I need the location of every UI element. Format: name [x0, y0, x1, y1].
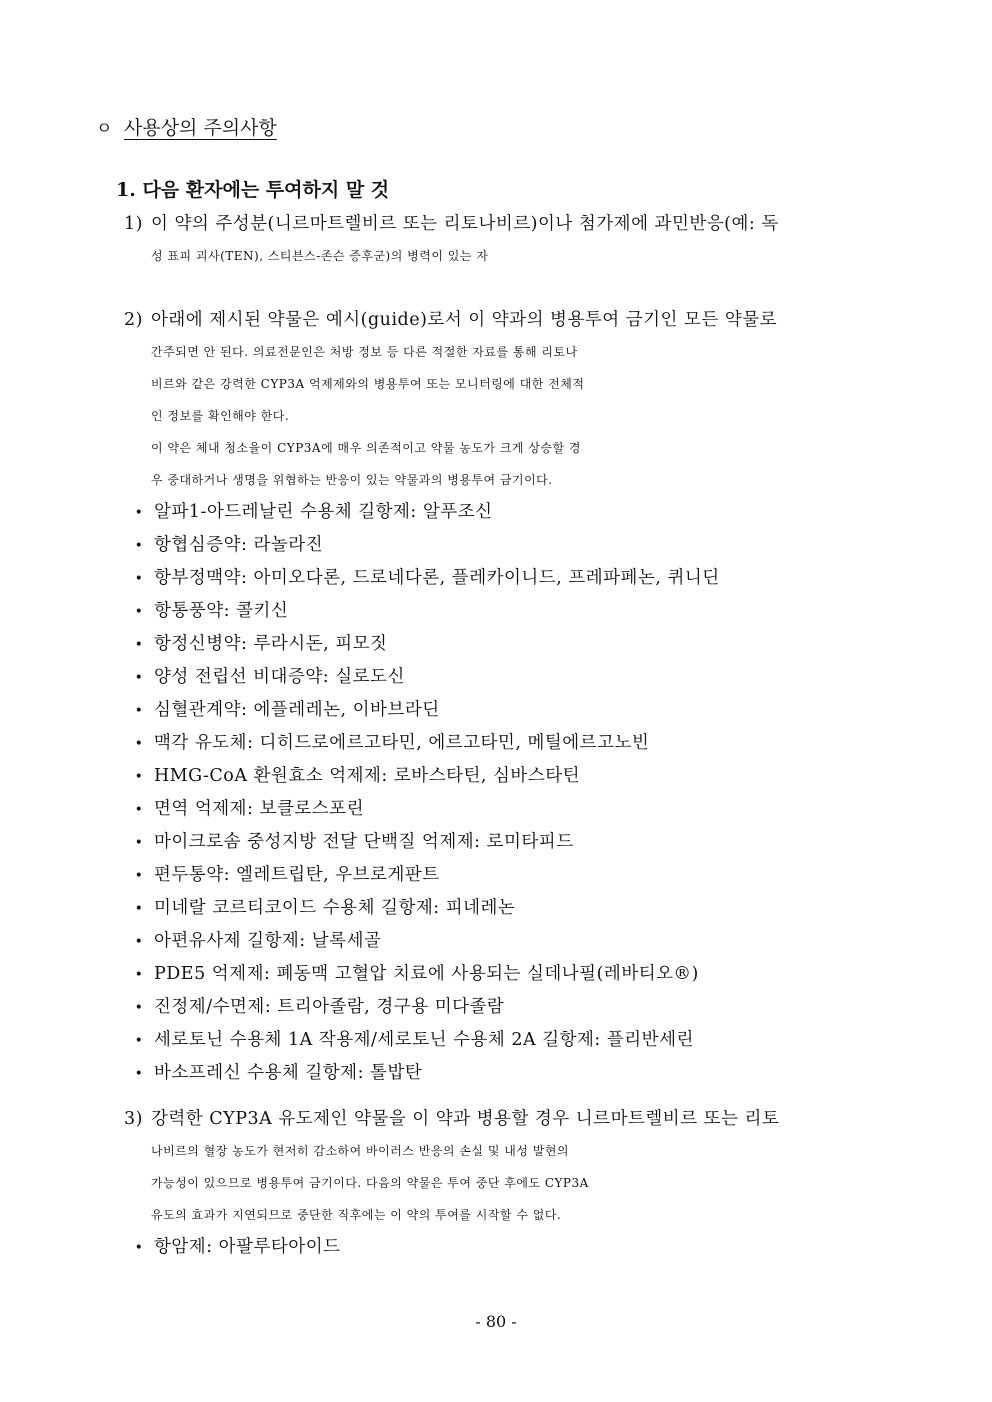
- list-item: [124, 760, 720, 793]
- paragraph-line: 인 정보를 확인해야 한다.: [151, 409, 290, 423]
- paragraph-number: 1): [124, 214, 143, 234]
- paragraph-3: [124, 1103, 900, 1231]
- paragraph-line: 비르와 같은 강력한 CYP3A 억제제와의 병용투여 또는 모니터링에 대한 전체적: [151, 377, 585, 391]
- list-item: [124, 496, 720, 529]
- section-marker: ㅇ: [96, 119, 113, 139]
- bullet-icon: •: [134, 736, 144, 752]
- list-item: [124, 958, 720, 991]
- paragraph-line: [124, 208, 900, 240]
- item-heading-1: 1. 다음 환자에는 투여하지 말 것: [116, 179, 390, 201]
- section-title: 사용상의 주의사항: [124, 117, 277, 139]
- bullet-icon: •: [134, 802, 144, 818]
- list-item: [124, 892, 720, 925]
- list-item: [124, 529, 720, 562]
- bullet-icon: •: [134, 1000, 144, 1016]
- list-item-text: 바소프레신 수용체 길항제: 톨밥탄: [154, 1063, 423, 1083]
- bullet-icon: •: [134, 868, 144, 884]
- bullet-icon: •: [134, 703, 144, 719]
- list-item-text: 양성 전립선 비대증약: 실로도신: [154, 667, 405, 687]
- list-item: [124, 1231, 341, 1264]
- paragraph-line: 가능성이 있으므로 병용투여 금기이다. 다음의 약물은 투여 중단 후에도 CYP3A: [151, 1176, 589, 1190]
- list-item-text: 세로토닌 수용체 1A 작용제/세로토닌 수용체 2A 길항제: 플리반세린: [154, 1030, 694, 1050]
- bullet-icon: •: [134, 1066, 144, 1082]
- paragraph-line: 우 중대하거나 생명을 위협하는 반응이 있는 약물과의 병용투여 금기이다.: [151, 473, 553, 487]
- paragraph-text: 강력한 CYP3A 유도제인 약물을 이 약과 병용할 경우 니르마트렐비르 또는 리토: [151, 1109, 780, 1129]
- list-item-text: PDE5 억제제: 폐동맥 고혈압 치료에 사용되는 실데나필(레바티오®): [154, 964, 699, 984]
- paragraph-text: 이 약의 주성분(니르마트렐비르 또는 리토나비르)이나 첨가제에 과민반응(예: 독: [151, 214, 779, 234]
- list-item: [124, 1057, 720, 1090]
- list-item-text: 미네랄 코르티코이드 수용체 길항제: 피네레논: [154, 898, 516, 918]
- list-item: [124, 991, 720, 1024]
- bullet-icon: •: [134, 901, 144, 917]
- contraindicated-drug-list: [124, 496, 720, 1090]
- page-number: - 80 -: [475, 1312, 517, 1331]
- list-item: [124, 562, 720, 595]
- paragraph-line: 간주되면 안 된다. 의료전문인은 처방 정보 등 다른 적절한 자료를 통해 리토나: [151, 345, 578, 359]
- section-heading: [96, 113, 277, 144]
- list-item: [124, 859, 720, 892]
- list-item-text: 항정신병약: 루라시돈, 피모짓: [154, 634, 388, 654]
- bullet-icon: •: [134, 670, 144, 686]
- list-item-text: 항부정맥약: 아미오다론, 드로네다론, 플레카이니드, 프레파페논, 퀴니딘: [154, 568, 720, 588]
- bullet-icon: •: [134, 538, 144, 554]
- list-item-text: 항암제: 아팔루타아이드: [154, 1237, 341, 1257]
- list-item-text: 항협심증약: 라놀라진: [154, 535, 324, 555]
- list-item-text: 항통풍약: 콜키신: [154, 601, 289, 621]
- bullet-icon: •: [134, 967, 144, 983]
- paragraph-line: 나비르의 혈장 농도가 현저히 감소하여 바이러스 반응의 손실 및 내성 발현의: [151, 1144, 569, 1158]
- list-item: [124, 1024, 720, 1057]
- paragraph-line: [124, 1103, 900, 1135]
- list-item-text: 마이크로솜 중성지방 전달 단백질 억제제: 로미타피드: [154, 832, 574, 852]
- list-item: [124, 793, 720, 826]
- paragraph-line: 성 표피 괴사(TEN), 스티븐스-존슨 증후군)의 병력이 있는 자: [151, 249, 489, 263]
- paragraph-line: 유도의 효과가 지연되므로 중단한 직후에는 이 약의 투여를 시작할 수 없다.: [151, 1208, 562, 1222]
- paragraph-line: 이 약은 체내 청소율이 CYP3A에 매우 의존적이고 약물 농도가 크게 상승할 경: [151, 441, 582, 455]
- list-item: [124, 661, 720, 694]
- paragraph-line: [124, 304, 900, 336]
- bullet-icon: •: [134, 505, 144, 521]
- paragraph-number: 2): [124, 310, 143, 330]
- bullet-icon: •: [134, 571, 144, 587]
- bullet-icon: •: [134, 1033, 144, 1049]
- bullet-icon: •: [134, 637, 144, 653]
- list-item: [124, 694, 720, 727]
- list-item: [124, 628, 720, 661]
- list-item: [124, 826, 720, 859]
- list-item-text: 아편유사제 길항제: 날록세골: [154, 931, 382, 951]
- list-item-text: 진정제/수면제: 트리아졸람, 경구용 미다졸람: [154, 997, 505, 1017]
- bullet-icon: •: [134, 769, 144, 785]
- list-item-text: 편두통약: 엘레트립탄, 우브로게판트: [154, 865, 440, 885]
- paragraph-number: 3): [124, 1109, 143, 1129]
- list-item-text: 면역 억제제: 보클로스포린: [154, 799, 364, 819]
- list-item: [124, 727, 720, 760]
- bullet-icon: •: [134, 1240, 144, 1256]
- list-item-text: 알파1-아드레날린 수용체 길항제: 알푸조신: [154, 502, 493, 522]
- bullet-icon: •: [134, 835, 144, 851]
- bullet-icon: •: [134, 934, 144, 950]
- list-item-text: 심혈관계약: 에플레레논, 이바브라딘: [154, 700, 440, 720]
- bullet-icon: •: [134, 604, 144, 620]
- paragraph-1: [124, 208, 900, 272]
- list-item: [124, 925, 720, 958]
- list-item-text: 맥각 유도체: 디히드로에르고타민, 에르고타민, 메틸에르고노빈: [154, 733, 650, 753]
- list-item: [124, 595, 720, 628]
- paragraph-text: 아래에 제시된 약물은 예시(guide)로서 이 약과의 병용투여 금기인 모든 약물로: [151, 310, 778, 330]
- paragraph-2: [124, 304, 900, 496]
- inducer-drug-list: [124, 1231, 341, 1264]
- list-item-text: HMG-CoA 환원효소 억제제: 로바스타틴, 심바스타틴: [154, 766, 581, 786]
